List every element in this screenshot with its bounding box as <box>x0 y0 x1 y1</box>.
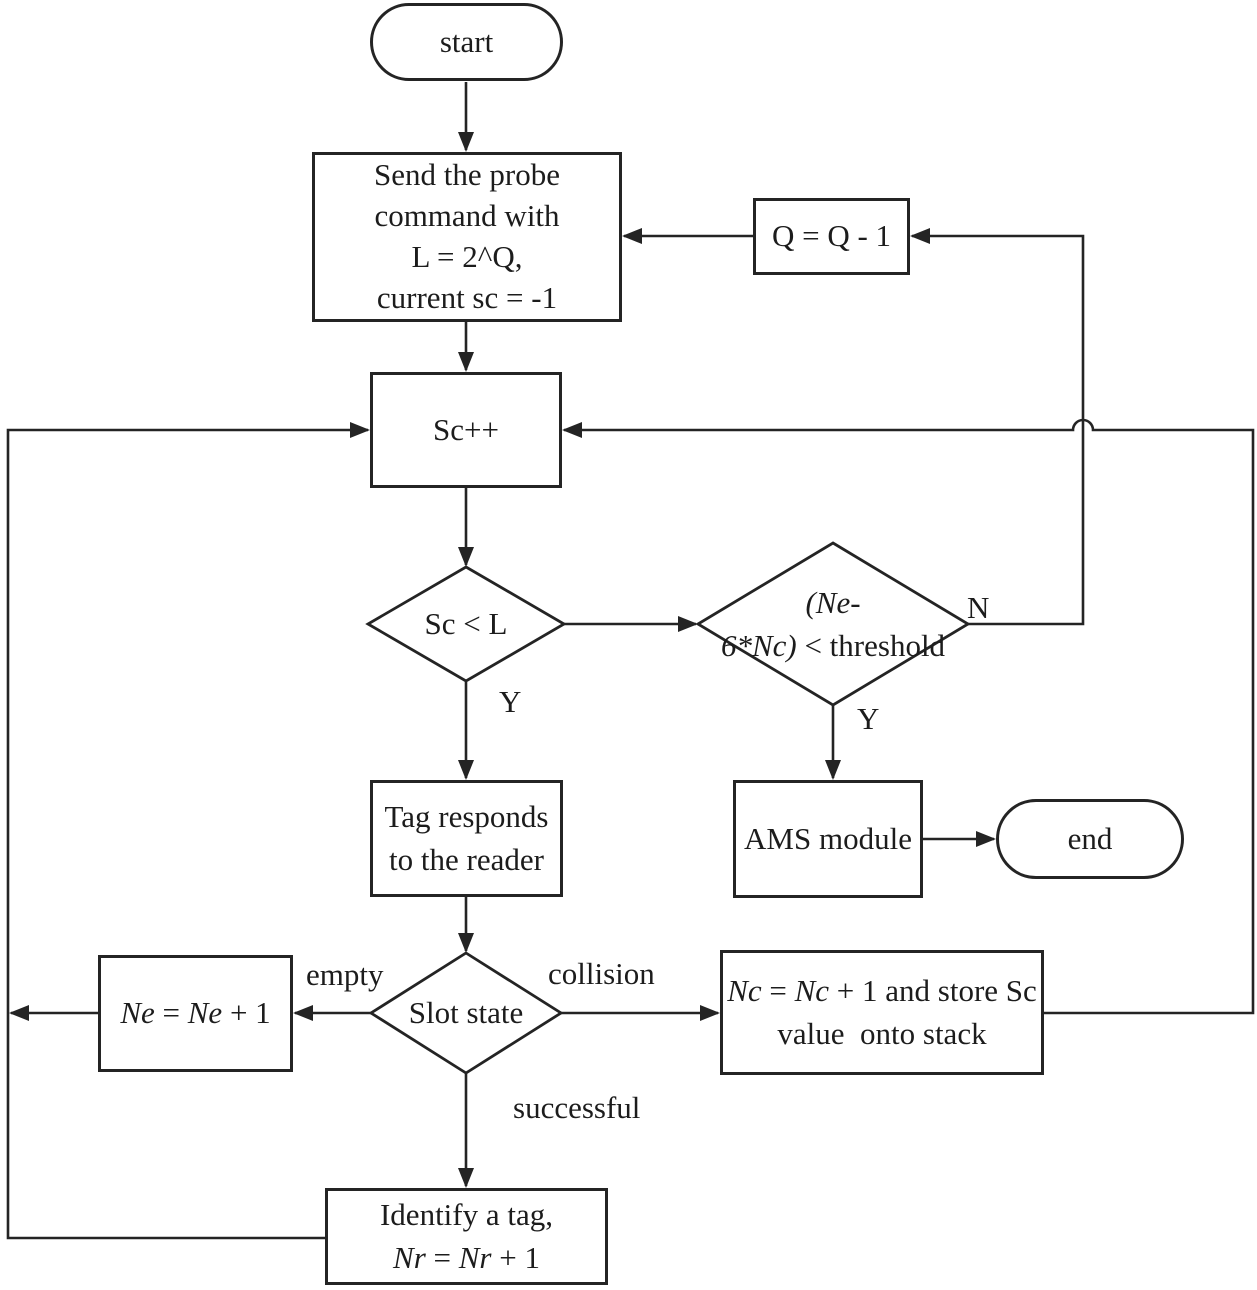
sc-less-than-l-label: Sc < L <box>424 605 508 641</box>
nc-var-2: Nc <box>794 973 830 1009</box>
tag-responds-line-2: to the reader <box>389 841 544 877</box>
nc-eq: = <box>761 973 795 1009</box>
nc-increment-line-1 <box>727 970 1037 1012</box>
threshold-line-1: (Ne- <box>805 584 861 620</box>
edge-label-sc-yes: Y <box>499 684 522 719</box>
nc-rest: + 1 and store Sc <box>829 973 1037 1009</box>
nr-eq: = <box>425 1239 459 1275</box>
ne-rest: + 1 <box>222 995 271 1031</box>
nr-var-1: Nr <box>393 1239 426 1275</box>
threshold-line-2-rest: < threshold <box>796 628 946 663</box>
edge-label-collision: collision <box>548 956 655 991</box>
node-end <box>996 799 1184 879</box>
q-decrement-label: Q = Q - 1 <box>771 218 892 254</box>
threshold-line-2 <box>721 624 945 667</box>
decision-sc-less-than-l <box>368 567 564 681</box>
edge-label-empty: empty <box>306 957 384 992</box>
probe-line-4: current sc = -1 <box>376 279 558 315</box>
nr-var-2: Nr <box>458 1239 492 1275</box>
edge-label-successful: successful <box>513 1090 641 1125</box>
nc-var-1: Nc <box>727 973 762 1009</box>
node-end-label: end <box>1067 820 1113 856</box>
probe-line-1: Send the probe <box>374 157 560 193</box>
node-ams-module <box>733 780 923 898</box>
node-identify-tag <box>325 1188 608 1285</box>
node-start-label: start <box>439 23 494 59</box>
tag-responds-line-1: Tag responds <box>384 799 549 835</box>
ne-eq: = <box>154 995 188 1031</box>
nc-increment-line-2: value onto stack <box>777 1015 987 1051</box>
identify-line-1: Identify a tag, <box>379 1197 553 1233</box>
node-nc-increment <box>720 950 1044 1075</box>
node-q-decrement <box>753 198 910 275</box>
edge-identify-loop-to-scinc <box>8 430 368 1238</box>
ne-var-1: Ne <box>120 995 155 1031</box>
decision-threshold <box>698 548 968 700</box>
edge-nc-loop-to-scinc <box>564 420 1253 1013</box>
ne-var-2: Ne <box>187 995 223 1031</box>
ne-increment-label <box>120 992 270 1034</box>
slot-state-label: Slot state <box>408 994 524 1030</box>
threshold-line-2-italic: 6*Nc) <box>720 628 797 663</box>
node-ne-increment <box>98 955 293 1072</box>
identify-line-2 <box>393 1237 540 1279</box>
edge-label-threshold-yes: Y <box>857 701 880 736</box>
decision-slot-state <box>371 953 561 1073</box>
nr-rest: + 1 <box>491 1239 540 1275</box>
probe-line-3: L = 2^Q, <box>411 239 523 274</box>
node-tag-responds <box>370 780 563 897</box>
ams-module-label: AMS module <box>744 820 912 856</box>
node-sc-increment <box>370 372 562 488</box>
probe-line-2: command with <box>374 198 560 234</box>
sc-increment-label: Sc++ <box>433 411 499 447</box>
node-start <box>370 3 563 81</box>
node-send-probe <box>312 152 622 322</box>
edge-label-threshold-no: N <box>967 590 990 625</box>
